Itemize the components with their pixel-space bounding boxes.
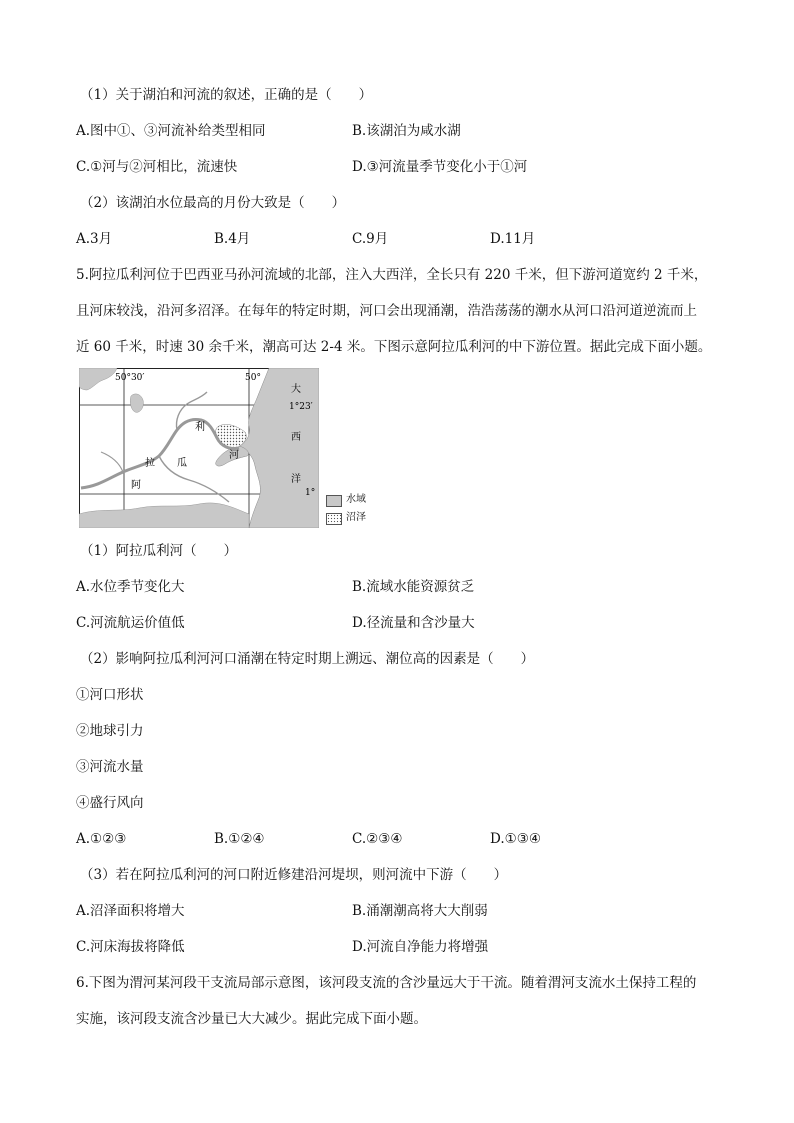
q5-intro-line-3: 近 60 千米，时速 30 余千米，潮高可达 2-4 米。下图示意阿拉瓜利河的中下游位置。据此完成下面小题。 [76,339,712,355]
q4-sub2-option-b[interactable]: B.4月 [214,231,251,247]
q6-intro-line-1: 6.下图为渭河某河段干支流局部示意图，该河段支流的含沙量远大于干流。随着渭河支流水土保持工程的 [76,975,697,991]
q5-sub2-option-d[interactable]: D.①③④ [490,831,541,847]
label-ocean-xi: 西 [291,432,301,443]
q5-sub1-stem: （1）阿拉瓜利河（ ） [80,543,238,559]
q4-sub1-stem: （1）关于湖泊和河流的叙述，正确的是（ ） [80,87,373,103]
q4-sub1-option-b[interactable]: B.该湖泊为咸水湖 [352,123,461,139]
label-river-la: 拉 [145,458,155,469]
q4-sub2-option-a[interactable]: A.3月 [76,231,113,247]
q4-sub2-option-c[interactable]: C.9月 [352,231,389,247]
label-ocean-da: 大 [291,384,301,395]
legend-swamp-swatch [326,513,342,525]
label-ocean-yang: 洋 [291,474,301,485]
legend-water-swatch [326,495,342,507]
q4-sub1-option-a[interactable]: A.图中①、③河流补给类型相同 [76,123,266,139]
label-river-he: 河 [229,450,239,461]
q5-intro-line-1: 5.阿拉瓜利河位于巴西亚马孙河流域的北部，注入大西洋，全长只有 220 千米，但下游河道宽约 2 千米， [76,267,708,283]
q4-sub1-option-d[interactable]: D.③河流量季节变化小于①河 [352,159,528,175]
q4-sub2-option-d[interactable]: D.11月 [490,231,536,247]
q5-sub2-option-b[interactable]: B.①②④ [214,831,265,847]
q5-sub3-stem: （3）若在阿拉瓜利河的河口附近修建沿河堤坝，则河流中下游（ ） [80,867,508,883]
label-river-gua: 瓜 [177,458,187,469]
q5-sub1-option-c[interactable]: C.河流航运价值低 [76,615,185,631]
q5-sub2-item-1: ①河口形状 [76,687,144,703]
q5-sub2-item-3: ③河流水量 [76,759,144,775]
araguari-river-map [79,368,319,528]
label-river-a: 阿 [131,480,141,491]
q5-sub3-option-b[interactable]: B.涌潮潮高将大大削弱 [352,903,488,919]
q4-sub2-stem: （2）该湖泊水位最高的月份大致是（ ） [80,195,346,211]
q4-sub1-option-c[interactable]: C.①河与②河相比，流速快 [76,159,238,175]
q5-sub2-option-a[interactable]: A.①②③ [76,831,127,847]
q5-sub2-option-c[interactable]: C.②③④ [352,831,403,847]
q5-sub1-option-d[interactable]: D.径流量和含沙量大 [352,615,475,631]
legend-swamp-label: 沼泽 [346,512,366,523]
q6-intro-line-2: 实施，该河段支流含沙量已大大减少。据此完成下面小题。 [76,1011,427,1027]
q5-sub1-option-a[interactable]: A.水位季节变化大 [76,579,185,595]
q5-sub3-option-d[interactable]: D.河流自净能力将增强 [352,939,489,955]
label-lat-1: 1° [305,488,316,498]
q5-sub1-option-b[interactable]: B.流域水能资源贫乏 [352,579,475,595]
legend-water-label: 水域 [346,494,366,505]
q5-sub3-option-a[interactable]: A.沼泽面积将增大 [76,903,185,919]
q5-sub2-item-4: ④盛行风向 [76,795,144,811]
q5-sub2-item-2: ②地球引力 [76,723,144,739]
q5-sub2-stem: （2）影响阿拉瓜利河河口涌潮在特定时期上溯远、潮位高的因素是（ ） [80,651,535,667]
label-river-li: 利 [195,422,205,433]
q5-sub3-option-c[interactable]: C.河床海拔将降低 [76,939,185,955]
q5-intro-line-2: 且河床较浅，沿河多沼泽。在每年的特定时期，河口会出现涌潮，浩浩荡荡的潮水从河口沿河道逆流而上 [76,303,697,319]
label-lon-50-30: 50°30′ [115,373,145,383]
label-lat-1-23: 1°23′ [289,402,313,412]
label-lon-50: 50° [245,373,261,383]
